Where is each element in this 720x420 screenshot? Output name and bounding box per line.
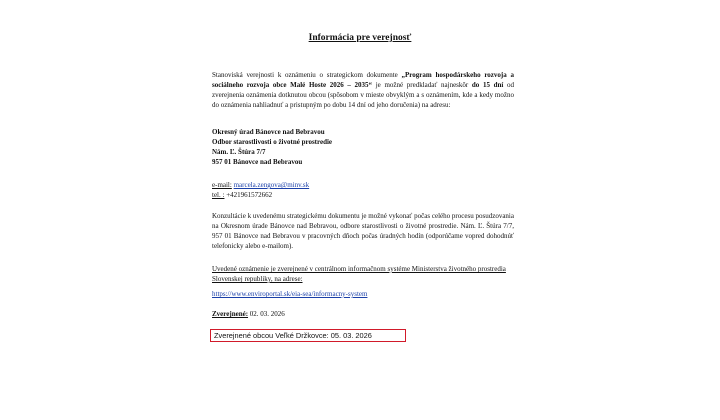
enviroportal-link-line: [212, 289, 514, 299]
contact-info: [212, 180, 514, 200]
intro-text-2: je možné predkladať najneskôr: [372, 81, 472, 89]
office-address: [212, 127, 514, 167]
address-line-office: Okresný úrad Bánovce nad Bebravou: [212, 128, 325, 136]
phone-label: tel. :: [212, 191, 225, 199]
intro-text-3: od zverejnenia oznámenia dotknutou obcou (spôsobom v mieste obvyklým a s oznámením, kde a kedy možno do oznámenia nahliadnuť a pristupným po dobu 14 dní od jeho doručenia) na adresu:: [212, 81, 515, 109]
intro-paragraph: [212, 70, 514, 110]
email-line: [212, 180, 514, 190]
published-date: 02. 03. 2026: [249, 310, 285, 318]
address-line-city: 957 01 Bánovce nad Bebravou: [212, 158, 303, 166]
enviroportal-link[interactable]: https://www.enviroportal.sk/eia-sea/informacny-system: [212, 290, 368, 298]
address-line-department: Odbor starostlivosti o životné prostredie: [212, 138, 333, 146]
published-label: Zverejnené:: [212, 310, 249, 318]
intro-text-1: Stanoviská verejnosti k oznámeniu o strategickom dokumente: [212, 71, 402, 79]
deadline-text: do 15 dní: [471, 81, 504, 89]
address-line-street: Nám. Ľ. Štúra 7/7: [212, 148, 266, 156]
municipality-published-box: Zverejnené obcou Veľké Držkovce: 05. 03. 2026: [210, 329, 406, 342]
phone-number: +421961572662: [226, 191, 273, 199]
consultation-paragraph: Konzultácie k uvedenému strategickému dokumentu je možné vykonať počas celého procesu posudzovania na Okresnom úrade Bánovce nad Bebravou, odbore starostlivosti o životné prostredie. Nám. Ľ. Štúra 7/7, 957 01 Bánovce nad Bebravou v pracovných dňoch počas úradných hodín (odporúčame vopred dohodnúť telefonicky alebo e-mailom).: [212, 212, 514, 250]
document-title: Informácia pre verejnosť: [308, 33, 412, 43]
strategic-document-name: „Program hospodárskeho rozvoja a sociálneho rozvoja obce Malé Hoste 2026 – 2035“: [212, 71, 514, 89]
email-link[interactable]: marcela.zengova@minv.sk: [233, 181, 310, 189]
phone-line: [212, 190, 514, 200]
publication-notice: Uvedené oznámenie je zverejnené v centrálnom informačnom systéme Ministerstva životného prostredia Slovenskej republiky, na adrese:: [212, 265, 506, 283]
email-label: e-mail:: [212, 181, 232, 189]
published-line: [212, 309, 514, 319]
